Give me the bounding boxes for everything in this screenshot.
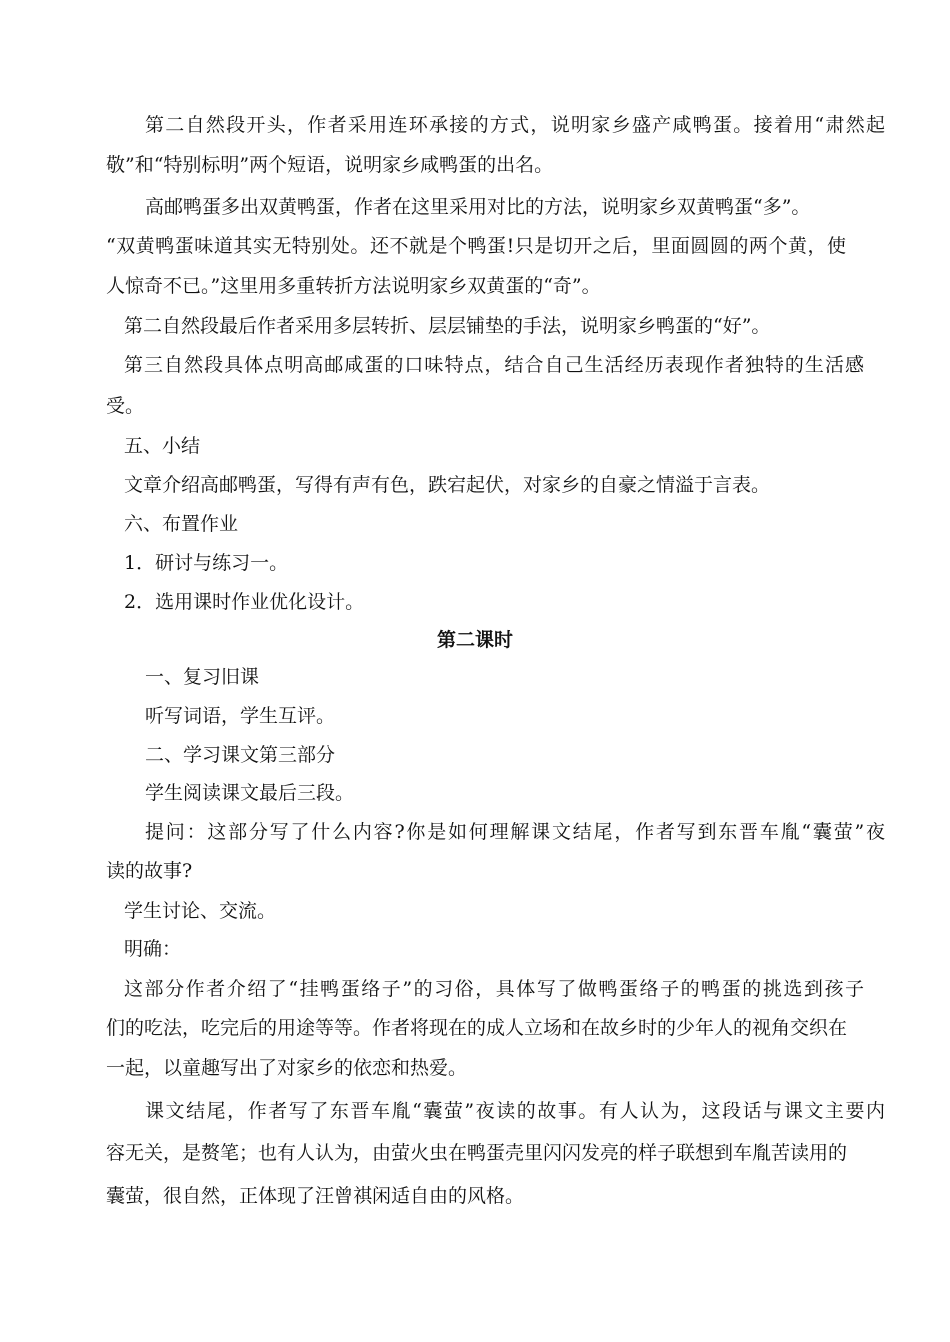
paragraph-line: 受。: [106, 395, 145, 417]
paragraph-line: 提问：这部分写了什么内容?你是如何理解课文结尾，作者写到东晋车胤“囊萤”夜: [145, 821, 885, 843]
paragraph-line: 学生讨论、交流。: [124, 900, 277, 922]
section-heading: 二、学习课文第三部分: [145, 744, 336, 766]
paragraph-line: 第三自然段具体点明高邮咸蛋的口味特点，结合自己生活经历表现作者独特的生活感: [124, 354, 864, 376]
paragraph-line: 课文结尾，作者写了东晋车胤“囊萤”夜读的故事。有人认为，这段话与课文主要内: [145, 1100, 885, 1122]
paragraph-line: 第二自然段开头，作者采用连环承接的方式，说明家乡盛产咸鸭蛋。接着用“肃然起: [145, 114, 885, 136]
paragraph-line: 听写词语，学生互评。: [145, 705, 336, 727]
paragraph-line: 这部分作者介绍了“挂鸭蛋络子”的习俗，具体写了做鸭蛋络子的鸭蛋的挑选到孩子: [124, 978, 864, 1000]
list-item: 2．选用课时作业优化设计。: [124, 591, 365, 613]
paragraph-line: 敬”和“特别标明”两个短语，说明家乡咸鸭蛋的出名。: [106, 154, 554, 176]
paragraph-line: 明确：: [124, 938, 182, 960]
paragraph-line: 第二自然段最后作者采用多层转折、层层铺垫的手法，说明家乡鸭蛋的“好”。: [124, 315, 771, 337]
paragraph-line: 人惊奇不已。”这里用多重转折方法说明家乡双黄蛋的“奇”。: [106, 275, 601, 297]
section-heading: 六、布置作业: [124, 513, 239, 535]
list-item: 1．研讨与练习一。: [124, 552, 289, 574]
paragraph-line: 高邮鸭蛋多出双黄鸭蛋，作者在这里采用对比的方法，说明家乡双黄鸭蛋“多”。: [145, 196, 811, 218]
paragraph-line: 囊萤，很自然，正体现了汪曾祺闲适自由的风格。: [106, 1185, 525, 1207]
paragraph-line: 学生阅读课文最后三段。: [145, 782, 355, 804]
section-heading: 五、小结: [124, 435, 201, 457]
paragraph-line: 读的故事?: [106, 860, 193, 882]
paragraph-line: 们的吃法，吃完后的用途等等。作者将现在的成人立场和在故乡时的少年人的视角交织在: [106, 1017, 848, 1039]
section-heading: 一、复习旧课: [145, 666, 260, 688]
paragraph-line: 一起，以童趣写出了对家乡的依恋和热爱。: [106, 1057, 468, 1079]
paragraph-line: 文章介绍高邮鸭蛋，写得有声有色，跌宕起伏，对家乡的自豪之情溢于言表。: [124, 474, 771, 496]
paragraph-line: “双黄鸭蛋味道其实无特别处。还不就是个鸭蛋!只是切开之后，里面圆圆的两个黄，使: [106, 235, 846, 257]
paragraph-line: 容无关，是赘笔；也有人认为，由萤火虫在鸭蛋壳里闪闪发亮的样子联想到车胤苦读用的: [106, 1142, 848, 1164]
lesson-title: 第二课时: [436, 629, 513, 651]
